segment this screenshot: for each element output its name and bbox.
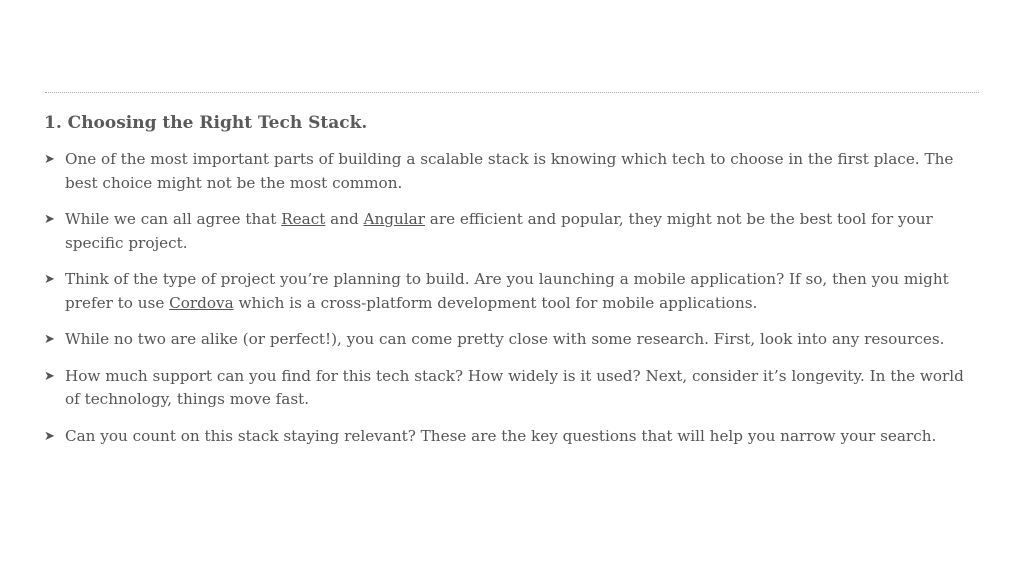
bullet-text: Think of the type of project you’re planning to build. Are you launching a mobile application? If so, then you might prefer to use: [65, 270, 949, 312]
arrow-bullet-icon: ➤: [44, 332, 55, 347]
section-heading: 1. Choosing the Right Tech Stack.: [44, 113, 368, 133]
bullet-text: and: [325, 210, 364, 228]
bullet-text: Can you count on this stack staying relevant? These are the key questions that will help you narrow your search.: [65, 426, 937, 445]
arrow-bullet-icon: ➤: [44, 152, 55, 167]
bullet-text: While we can all agree that: [65, 210, 282, 228]
arrow-bullet-icon: ➤: [44, 368, 55, 384]
list-item: [44, 365, 980, 412]
list-item: [44, 328, 980, 352]
dotted-divider: [45, 92, 979, 93]
bullet-text: which is a cross-platform development tool for mobile applications.: [233, 293, 758, 312]
list-item: [44, 208, 980, 255]
arrow-bullet-icon: ➤: [44, 212, 55, 227]
list-item: [44, 148, 980, 195]
arrow-bullet-icon: ➤: [44, 272, 55, 287]
cordova-link[interactable]: Cordova: [169, 293, 234, 312]
bullet-text: How much support can you find for this tech stack? How widely is it used? Next, consider it’s longevity. In the world of technology, things move fast.: [65, 366, 964, 408]
bullet-list: [44, 148, 980, 448]
bullet-text: are efficient and popular, they might not be the best tool for your specific project.: [65, 210, 933, 252]
bullet-text: While no two are alike (or perfect!), you can come pretty close with some research. First, look into any resources.: [65, 330, 945, 348]
angular-link[interactable]: Angular: [363, 210, 425, 228]
arrow-bullet-icon: ➤: [44, 428, 55, 444]
list-item: [44, 425, 980, 449]
react-link[interactable]: React: [281, 210, 326, 228]
bullet-text: One of the most important parts of building a scalable stack is knowing which tech to choose in the first place. The best choice might not be the most common.: [65, 150, 954, 192]
list-item: [44, 268, 980, 315]
slide-content: [44, 112, 980, 461]
